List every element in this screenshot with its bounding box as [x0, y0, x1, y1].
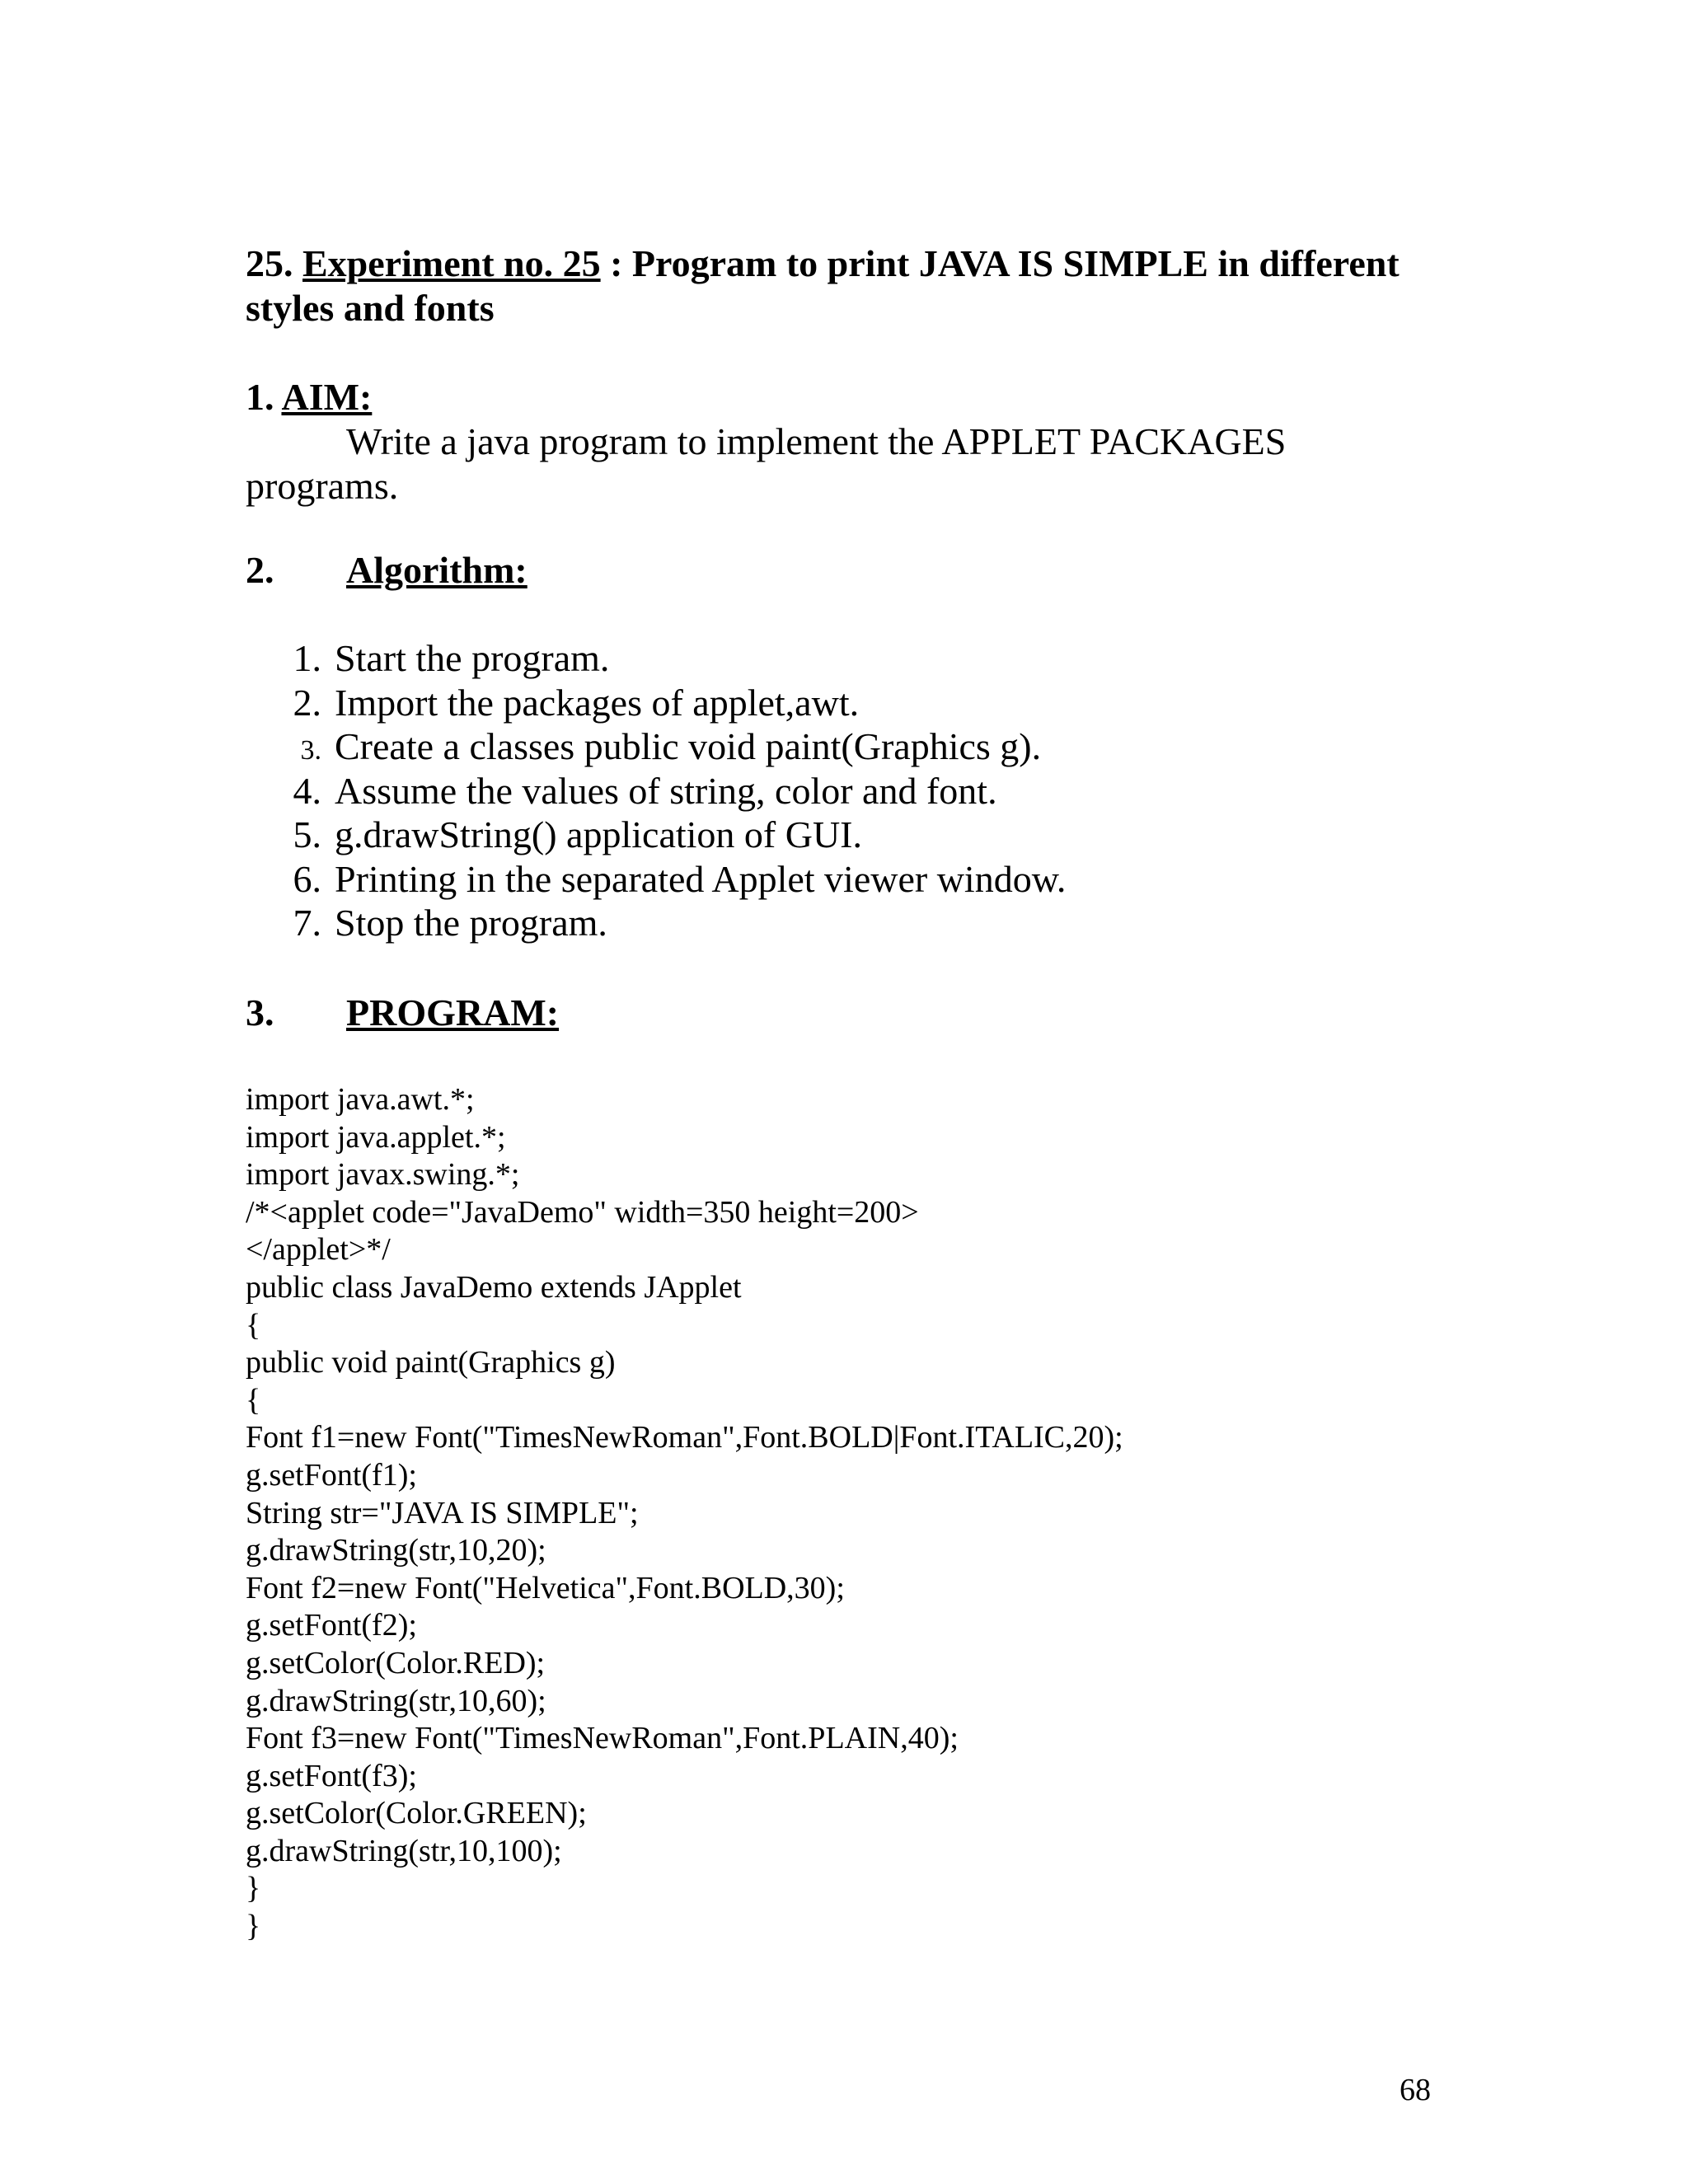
- code-line: g.setFont(f1);: [246, 1457, 417, 1493]
- step-text: g.drawString() application of GUI.: [335, 813, 863, 855]
- experiment-label: Experiment no. 25: [302, 242, 601, 284]
- algorithm-step: [246, 636, 1066, 681]
- step-number: 3.: [300, 735, 321, 766]
- algorithm-label: Algorithm:: [346, 549, 528, 591]
- code-line: </applet>*/: [246, 1232, 391, 1268]
- code-line: g.setColor(Color.GREEN);: [246, 1796, 587, 1831]
- code-line: }: [246, 1909, 261, 1944]
- code-line: import javax.swing.*;: [246, 1157, 520, 1193]
- code-line: g.setFont(f2);: [246, 1608, 417, 1643]
- aim-label: AIM:: [281, 376, 373, 418]
- program-number: 3.: [246, 991, 274, 1033]
- program-heading: [246, 991, 559, 1035]
- code-line: g.drawString(str,10,60);: [246, 1683, 546, 1718]
- title-number: 25.: [246, 242, 293, 284]
- code-line: Font f2=new Font("Helvetica",Font.BOLD,30);: [246, 1570, 845, 1605]
- algorithm-steps: [246, 636, 1066, 945]
- code-line: String str="JAVA IS SIMPLE";: [246, 1495, 639, 1530]
- step-text: Create a classes public void paint(Graphics g).: [335, 725, 1042, 767]
- code-line: /*<applet code="JavaDemo" width=350 height=200>: [246, 1194, 919, 1230]
- code-line: g.drawString(str,10,100);: [246, 1833, 562, 1868]
- step-number: 2.: [293, 681, 321, 724]
- page-number: 68: [1400, 2073, 1431, 2107]
- aim-heading: [246, 375, 372, 419]
- code-line: g.setFont(f3);: [246, 1758, 417, 1793]
- step-number: 1.: [293, 637, 321, 679]
- code-line: }: [246, 1871, 261, 1906]
- step-number: 6.: [293, 857, 321, 900]
- aim-text-line2: programs.: [246, 465, 399, 507]
- code-line: g.drawString(str,10,20);: [246, 1533, 546, 1568]
- aim-text-line1: Write a java program to implement the APPLET PACKAGES: [346, 420, 1287, 462]
- code-line: import java.awt.*;: [246, 1082, 475, 1117]
- algorithm-step: [246, 724, 1066, 769]
- step-text: Import the packages of applet,awt.: [335, 681, 860, 724]
- step-number: 4.: [293, 769, 321, 812]
- step-text: Printing in the separated Applet viewer window.: [335, 857, 1067, 900]
- algorithm-step: [246, 901, 1066, 945]
- step-text: Start the program.: [335, 637, 610, 679]
- algorithm-step: [246, 769, 1066, 813]
- program-code: [246, 1081, 1123, 1946]
- aim-number: 1.: [246, 376, 274, 418]
- step-text: Assume the values of string, color and font.: [335, 769, 997, 812]
- code-line: Font f3=new Font("TimesNewRoman",Font.PLAIN,40);: [246, 1721, 959, 1756]
- step-text: Stop the program.: [335, 902, 607, 944]
- algorithm-number: 2.: [246, 549, 274, 591]
- program-label: PROGRAM:: [346, 991, 560, 1033]
- code-line: {: [246, 1382, 261, 1418]
- code-line: public class JavaDemo extends JApplet: [246, 1269, 742, 1305]
- title-text: : Program to print JAVA IS SIMPLE in different: [610, 242, 1400, 284]
- code-line: {: [246, 1307, 261, 1343]
- code-line: import java.applet.*;: [246, 1119, 506, 1155]
- step-number: 5.: [293, 813, 321, 855]
- experiment-title: [246, 241, 1400, 286]
- code-line: g.setColor(Color.RED);: [246, 1645, 546, 1680]
- code-line: public void paint(Graphics g): [246, 1345, 616, 1380]
- title-line2: styles and fonts: [246, 287, 495, 329]
- step-number: 7.: [293, 902, 321, 944]
- algorithm-step: [246, 857, 1066, 902]
- code-line: Font f1=new Font("TimesNewRoman",Font.BOLD|Font.ITALIC,20);: [246, 1420, 1123, 1455]
- algorithm-heading: [246, 548, 528, 593]
- algorithm-step: [246, 681, 1066, 725]
- algorithm-step: [246, 813, 1066, 857]
